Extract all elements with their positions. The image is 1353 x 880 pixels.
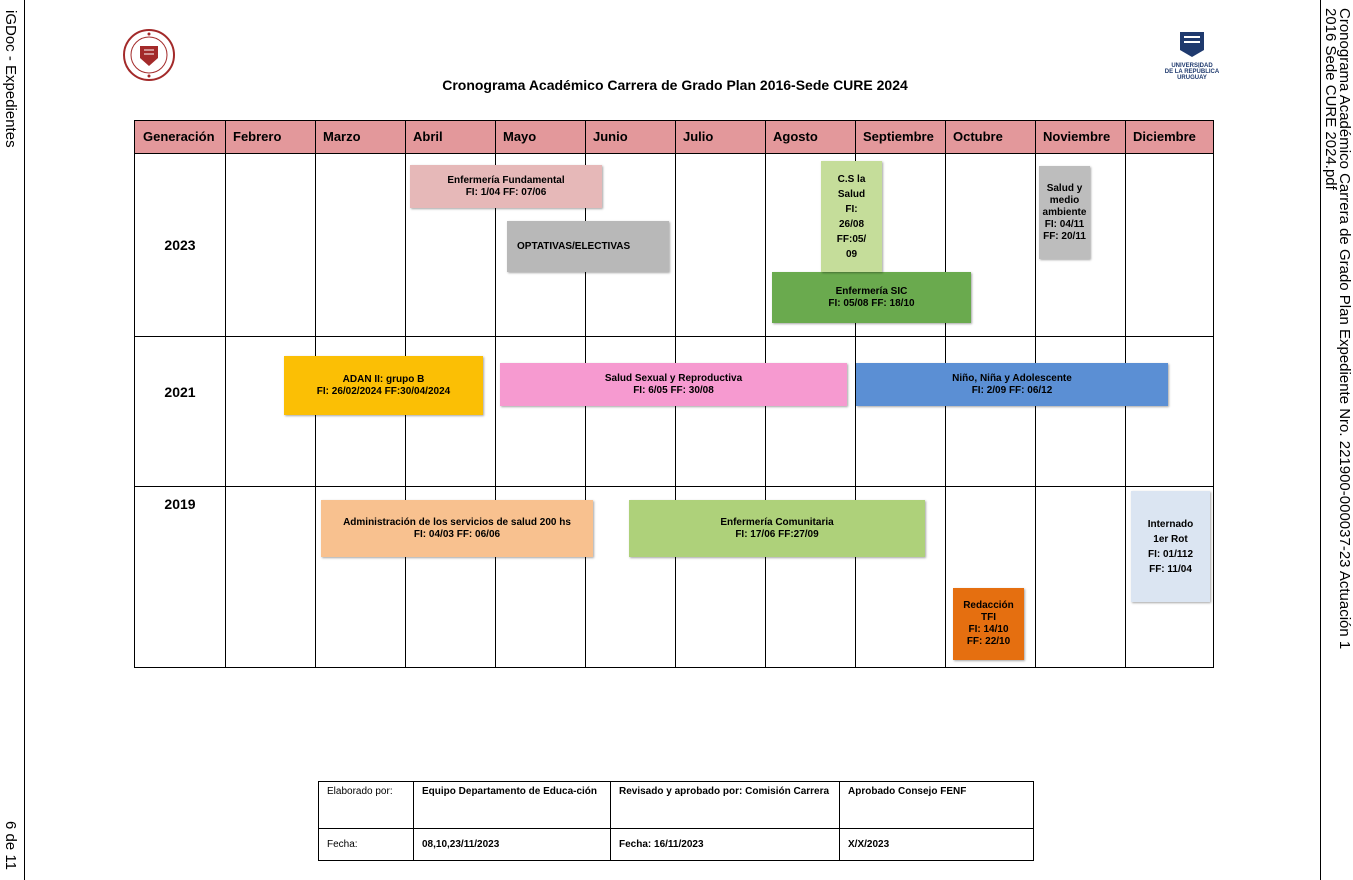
bar-internado xyxy=(1131,491,1210,602)
bar-text: FI: 2/09 FF: 06/12 xyxy=(971,384,1053,396)
generation-2019: 2019 xyxy=(164,496,196,512)
bar-text: FI: 17/06 FF:27/09 xyxy=(735,528,819,540)
bar-adan-ii xyxy=(284,356,483,415)
bar-text: ADAN II: grupo B xyxy=(342,373,425,385)
bar-text: Internado xyxy=(1147,518,1194,530)
bar-text: medio xyxy=(1049,194,1080,206)
bar-text: FI: 1/04 FF: 07/06 xyxy=(465,186,547,198)
row-divider xyxy=(135,486,1213,487)
bar-text: Niño, Niña y Adolescente xyxy=(952,372,1072,384)
grid-line xyxy=(225,121,226,667)
bar-text: Redacción xyxy=(963,600,1014,611)
bar-text: FF: 11/04 xyxy=(1149,563,1192,575)
bar-text: ambiente xyxy=(1042,206,1087,218)
bar-text: FI: 26/02/2024 FF:30/04/2024 xyxy=(316,385,451,397)
bar-redaccion-tfi xyxy=(953,588,1024,660)
fecha-value: 08,10,23/11/2023 xyxy=(414,828,611,860)
university-logo xyxy=(1162,30,1222,88)
bar-text: Salud xyxy=(837,188,866,200)
bar-text: TFI xyxy=(981,612,996,623)
signature-table xyxy=(318,781,1034,861)
bar-enfermeria-sic xyxy=(772,272,971,323)
header-julio: Julio xyxy=(683,129,714,144)
bar-salud-sexual xyxy=(500,363,847,406)
faculty-seal-logo xyxy=(120,28,178,82)
bar-text: Enfermería Comunitaria xyxy=(720,516,834,528)
sidebar-left xyxy=(0,0,25,880)
bar-text: FI: 04/11 xyxy=(1044,218,1085,230)
bar-text: C.S la xyxy=(837,173,866,185)
bar-text: Administración de los servicios de salud 200 hs xyxy=(343,516,571,528)
bar-text: Enfermería SIC xyxy=(835,285,908,297)
elaborado-label: Elaborado por: xyxy=(319,782,414,829)
header-junio: Junio xyxy=(593,129,628,144)
bar-enfermeria-comunitaria xyxy=(629,500,925,557)
revisado-value: Revisado y aprobado por: Comisión Carrera xyxy=(611,782,840,829)
header-row xyxy=(135,121,1213,154)
bar-optativas-electivas xyxy=(507,221,669,272)
header-febrero: Febrero xyxy=(233,129,282,144)
page-title: Cronograma Académico Carrera de Grado Plan 2016-Sede CURE 2024 xyxy=(442,77,908,93)
bar-nino-nina-adolescente xyxy=(856,363,1168,406)
logo-line2: DE LA REPÚBLICA xyxy=(1164,69,1220,75)
bar-text: FI: 05/08 FF: 18/10 xyxy=(828,297,915,309)
header-marzo: Marzo xyxy=(323,129,361,144)
bar-enfermeria-fundamental xyxy=(410,165,602,208)
bar-text: 26/08 xyxy=(838,218,865,230)
header-generacion: Generación xyxy=(143,129,215,144)
bar-text: Enfermería Fundamental xyxy=(447,174,565,186)
elaborado-value: Equipo Departamento de Educa-ción xyxy=(414,782,611,829)
aprobado-value: Aprobado Consejo FENF xyxy=(840,782,1034,829)
header-septiembre: Septiembre xyxy=(863,129,934,144)
header-agosto: Agosto xyxy=(773,129,818,144)
header-abril: Abril xyxy=(413,129,443,144)
fecha-label: Fecha: xyxy=(319,828,414,860)
bar-text: OPTATIVAS/ELECTIVAS xyxy=(517,240,631,252)
logo-line3: URUGUAY xyxy=(1177,75,1207,81)
bar-text: FF:05/ xyxy=(836,233,867,245)
logo-line1: UNIVERSIDAD xyxy=(1171,63,1213,69)
bar-text: FI: 14/10 xyxy=(968,624,1009,635)
sidebar-right-line1: Cronograma Académico Carrera de Grado Plan Expediente Nro. 221900-000037-23 Actuación 1 xyxy=(1336,8,1353,650)
bar-text: Salud y xyxy=(1046,182,1083,194)
bar-administracion-servicios xyxy=(321,500,593,557)
header-mayo: Mayo xyxy=(503,129,537,144)
generation-2021: 2021 xyxy=(164,384,196,400)
bar-text: 1er Rot xyxy=(1153,533,1188,545)
header-octubre: Octubre xyxy=(953,129,1003,144)
bar-text: FI: 04/03 FF: 06/06 xyxy=(413,528,501,540)
sidebar-right-text xyxy=(1323,8,1351,649)
sidebar-right-line2: 2016 Sede CURE 2024.pdf xyxy=(1322,8,1339,190)
header-noviembre: Noviembre xyxy=(1043,129,1111,144)
sidebar-right xyxy=(1320,0,1353,880)
header-diciembre: Diciembre xyxy=(1133,129,1196,144)
bar-text: 09 xyxy=(845,248,858,260)
bar-text: FI: xyxy=(845,203,858,215)
generation-2023: 2023 xyxy=(164,237,196,253)
fecha-aprobado: X/X/2023 xyxy=(840,828,1034,860)
bar-text: FF: 20/11 xyxy=(1043,230,1086,242)
sidebar-left-label: iGDoc - Expedientes xyxy=(2,10,19,148)
bar-text: FF: 22/10 xyxy=(966,636,1011,647)
fecha-revisado: Fecha: 16/11/2023 xyxy=(611,828,840,860)
bar-salud-medio-ambiente xyxy=(1039,166,1090,259)
row-divider xyxy=(135,336,1213,337)
page-number: 6 de 11 xyxy=(2,821,19,870)
bar-text: FI: 01/112 xyxy=(1147,548,1194,560)
bar-text: Salud Sexual y Reproductiva xyxy=(604,372,743,384)
bar-cs-la-salud xyxy=(821,161,882,272)
bar-text: FI: 6/05 FF: 30/08 xyxy=(633,384,714,396)
